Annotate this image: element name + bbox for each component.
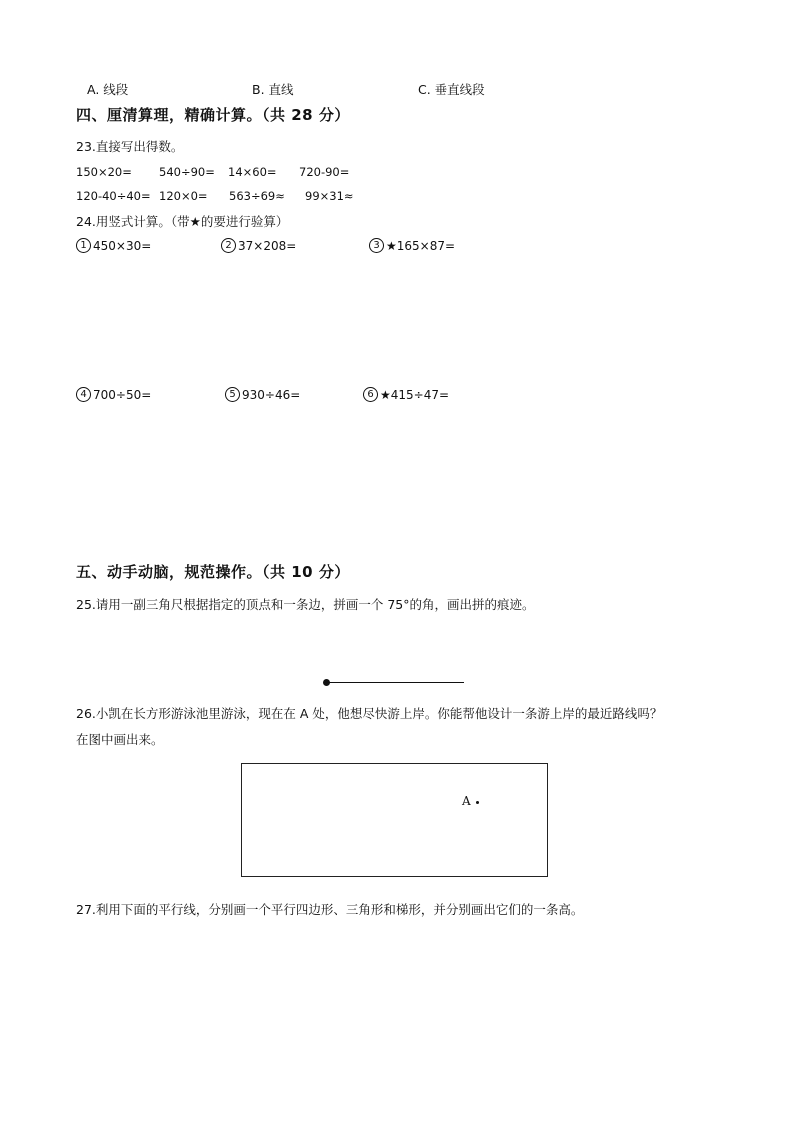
question-26-line-2: 在图中画出来。 (76, 732, 164, 747)
vertical-calc-expr: 930÷46= (242, 387, 301, 402)
question-27-text: 27.利用下面的平行线，分别画一个平行四边形、三角形和梯形，并分别画出它们的一条高。 (76, 902, 584, 917)
vertical-calc-expr: 700÷50= (93, 387, 152, 402)
circled-number-5: 5 (225, 387, 240, 402)
calc-item: 563÷69≈ (229, 189, 285, 203)
question-23-text: 23.直接写出得数。 (76, 139, 184, 154)
calc-item: 720-90= (299, 165, 350, 179)
vertical-calc-item-3 (369, 238, 455, 253)
vertical-calc-item-5 (225, 387, 300, 402)
vertical-calc-expr: 450×30= (93, 238, 152, 253)
calc-item: 150×20= (76, 165, 132, 179)
swimming-pool-rectangle (241, 763, 548, 877)
point-a-label: A (462, 794, 471, 808)
vertical-calc-item-1 (76, 238, 151, 253)
vertical-calc-expr: 37×208= (238, 238, 297, 253)
question-24-text: 24.用竖式计算。（带★的要进行验算） (76, 214, 289, 229)
calc-item: 99×31≈ (305, 189, 354, 203)
option-a: A. 线段 (87, 82, 129, 97)
circled-number-6: 6 (363, 387, 378, 402)
circled-number-1: 1 (76, 238, 91, 253)
circled-number-2: 2 (221, 238, 236, 253)
circled-number-4: 4 (76, 387, 91, 402)
calc-item: 120×0= (159, 189, 208, 203)
option-b: B. 直线 (252, 82, 294, 97)
section-5-title: 五、动手动脑，规范操作。（共 10 分） (76, 563, 350, 581)
section-4-title: 四、厘清算理，精确计算。（共 28 分） (76, 106, 350, 124)
circled-number-3: 3 (369, 238, 384, 253)
vertical-calc-item-2 (221, 238, 296, 253)
option-c: C. 垂直线段 (418, 82, 485, 97)
question-26-line-1: 26.小凯在长方形游泳池里游泳，现在在 A 处，他想尽快游上岸。你能帮他设计一条游上岸的最近路线吗？ (76, 706, 663, 721)
calc-item: 14×60= (228, 165, 277, 179)
question-25-text: 25.请用一副三角尺根据指定的顶点和一条边，拼画一个 75°的角，画出拼的痕迹。 (76, 597, 535, 612)
calc-item: 540÷90= (159, 165, 215, 179)
angle-edge-segment (326, 682, 464, 683)
vertical-calc-item-6 (363, 387, 449, 402)
vertical-calc-expr: ★415÷47= (380, 387, 450, 402)
angle-vertex-point (323, 679, 330, 686)
vertical-calc-expr: ★165×87= (386, 238, 456, 253)
point-a-dot (476, 801, 479, 804)
calc-item: 120-40÷40= (76, 189, 151, 203)
vertical-calc-item-4 (76, 387, 151, 402)
